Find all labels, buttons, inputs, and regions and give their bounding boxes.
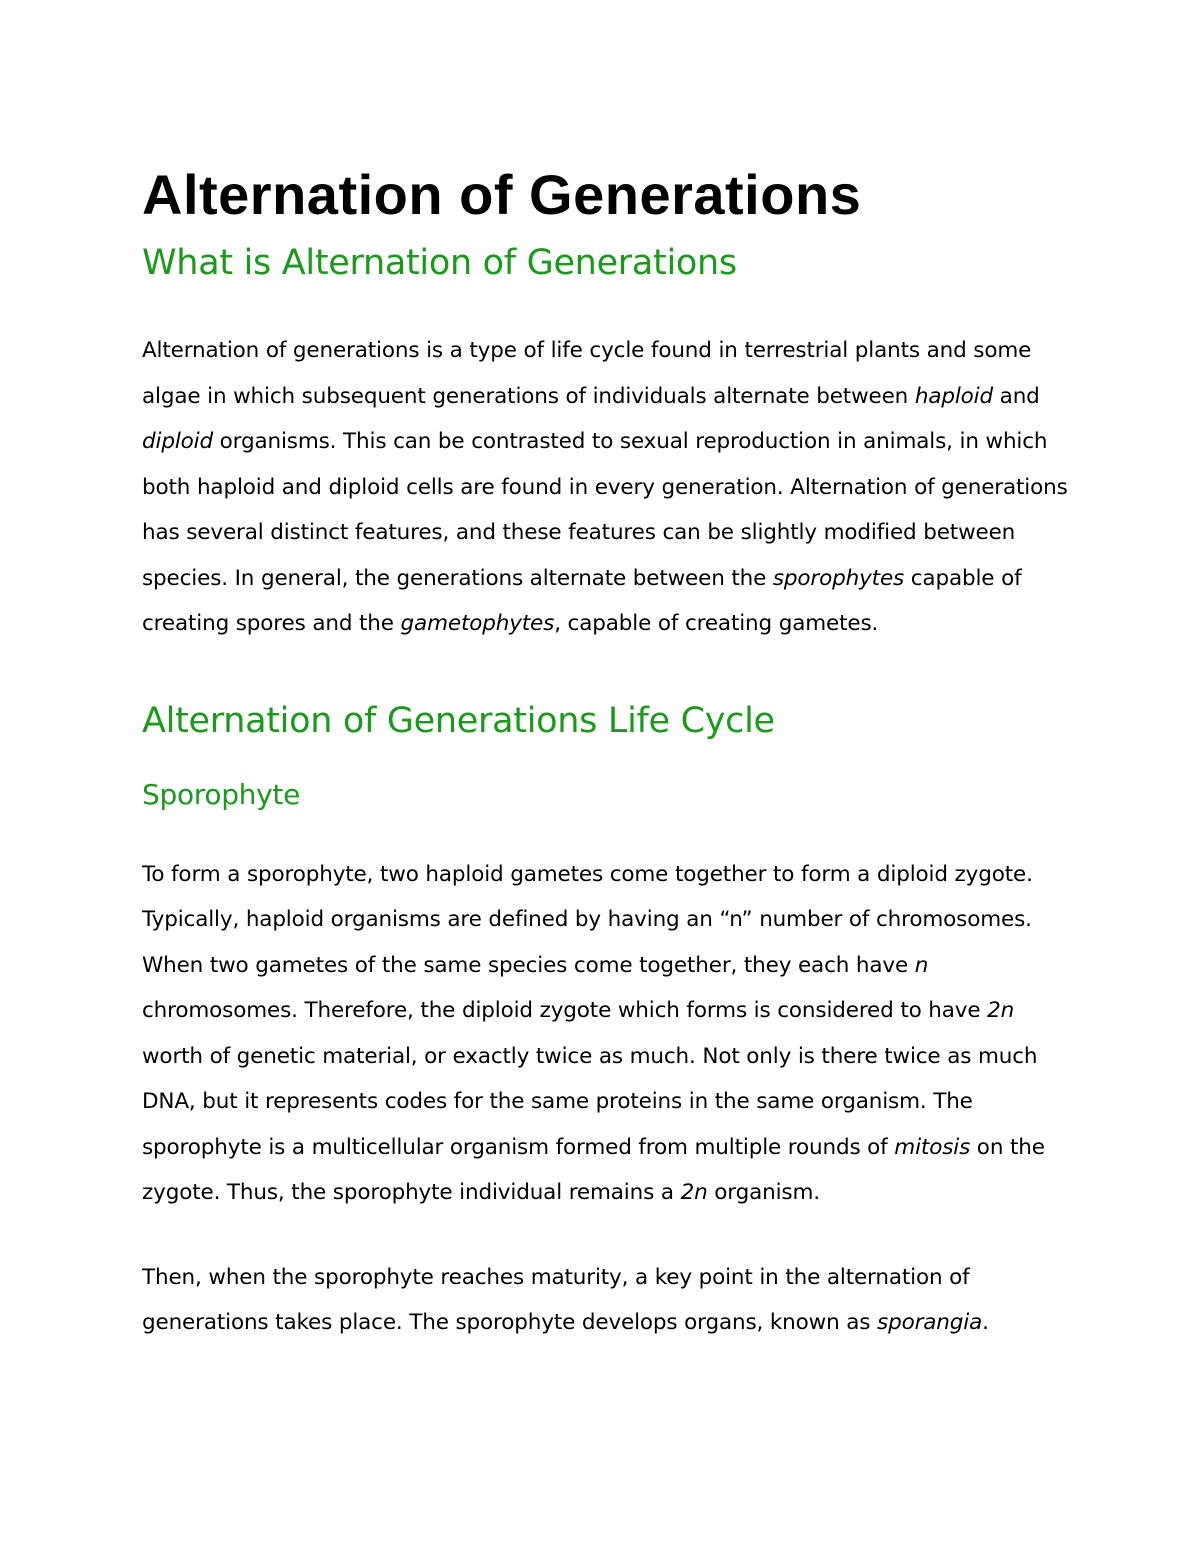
text-run: , capable of creating gametes.	[554, 611, 879, 636]
text-run: chromosomes. Therefore, the diploid zygote which forms is considered to have	[142, 998, 988, 1023]
document-content	[142, 160, 1072, 1346]
term-2n: 2n	[987, 998, 1015, 1023]
text-run: worth of genetic material, or exactly twice as much. Not only is there twice as much DNA, but it represents codes for the same proteins in the same organism. The sporophyte is a multicellular organism formed from multiple rounds of	[142, 1043, 1038, 1160]
maturity-paragraph	[142, 1255, 1072, 1346]
sporophyte-paragraph	[142, 852, 1072, 1216]
term-mitosis: mitosis	[894, 1134, 971, 1160]
term-sporophytes: sporophytes	[772, 565, 905, 591]
term-2n: 2n	[680, 1180, 708, 1205]
term-sporangia: sporangia	[877, 1310, 983, 1335]
text-run: and	[993, 383, 1040, 409]
intro-paragraph	[142, 328, 1072, 647]
text-run: .	[982, 1310, 989, 1335]
text-run: capable of creating spores and the	[142, 565, 1022, 636]
term-gametophytes: gametophytes	[400, 611, 555, 636]
text-run: Then, when the sporophyte reaches maturity, a key point in the alternation of generations takes place. The sporophyte develops organs, known as	[142, 1264, 970, 1335]
document-title: Alternation of Generations	[142, 163, 862, 226]
term-haploid: haploid	[914, 383, 993, 409]
section-heading-life-cycle: Alternation of Generations Life Cycle	[142, 700, 775, 741]
text-run: organisms. This can be contrasted to sexual reproduction in animals, in which both haploid and diploid cells are found in every generation. Alternation of generations has several distinct features, and these features can be slightly modified between species. In general, the generations alternate between the	[142, 429, 1068, 591]
section-heading-what-is: What is Alternation of Generations	[142, 243, 737, 283]
subheading-sporophyte: Sporophyte	[142, 777, 301, 811]
term-n: n	[914, 952, 929, 978]
text-run: Alternation of generations is a type of life cycle found in terrestrial plants and some algae in which subsequent generations of individuals alternate between	[142, 338, 1032, 409]
text-run: organism.	[707, 1180, 820, 1205]
text-run: To form a sporophyte, two haploid gametes come together to form a diploid zygote. Typically, haploid organisms are defined by having an “n” number of chromosomes. When two gametes of the same species come together, they each have	[142, 861, 1033, 978]
text-run: on the zygote. Thus, the sporophyte individual remains a	[142, 1134, 1045, 1205]
term-diploid: diploid	[142, 429, 213, 454]
